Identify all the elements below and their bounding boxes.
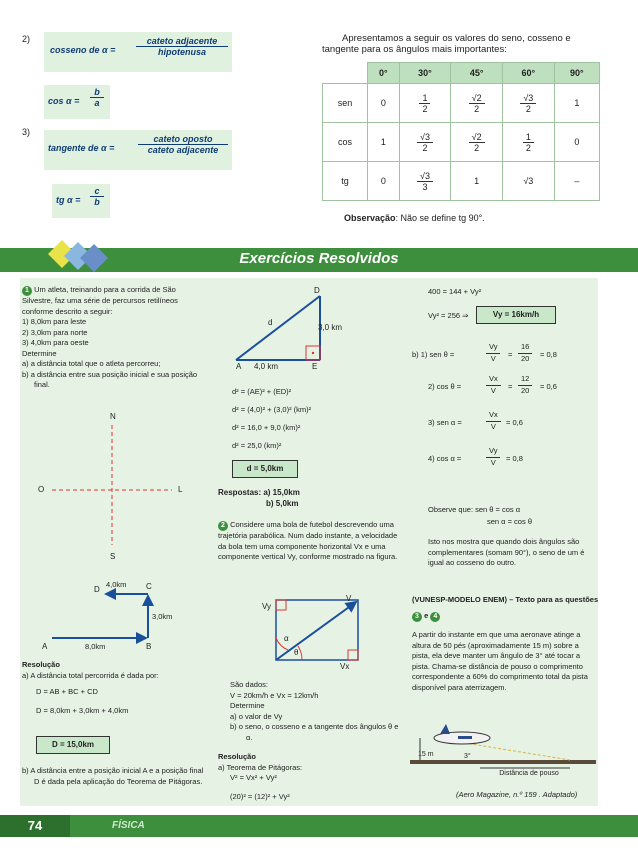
sen-theta-f2-num: 16 — [518, 342, 532, 354]
velocity-diagram — [262, 592, 372, 672]
q1-item: Determine — [22, 348, 57, 358]
sen-45-num: √2 — [469, 93, 485, 104]
tan-lhs: tangente de α = — [48, 143, 115, 153]
label-dc: 4,0km — [106, 580, 127, 589]
cos-theta-f2-den: 20 — [521, 385, 530, 395]
q1-item: 3) 4,0km para oeste — [22, 338, 89, 347]
header-45: 45° — [451, 63, 503, 84]
corner-cell — [323, 63, 368, 84]
sen-theta-f2-den: 20 — [521, 353, 530, 363]
point-e: E — [312, 362, 318, 371]
resolution-1-b: b) A distância entre a posição inicial A e a posição final D é dada pela aplicação do Teorema de Pitágoras. — [22, 766, 204, 786]
cos-0: 1 — [368, 123, 400, 162]
given-values: V = 20km/h e Vx = 12km/h — [230, 690, 319, 700]
and-word: e — [424, 611, 429, 620]
cos-alpha-f1-den: V — [490, 457, 496, 467]
eq-d2-sum: d² = (AE)² + (ED)² — [232, 387, 292, 396]
question-2-number: 2 — [218, 521, 228, 531]
sen-30-den: 2 — [422, 103, 428, 114]
cos2-lhs: cos α = — [48, 96, 80, 106]
answers-b: b) 5,0km — [266, 499, 299, 508]
tan-denominator: cateto adjacente — [147, 145, 219, 155]
cos-theta-label: 2) cos θ = — [428, 382, 462, 391]
resolution-1 — [22, 660, 208, 716]
cos-alpha-label: 4) cos α = — [428, 454, 462, 463]
trig-results — [412, 340, 602, 478]
sen-alpha-f1-den: V — [490, 421, 496, 431]
sen-theta-label: b) 1) sen θ = — [412, 350, 455, 359]
tg-fraction — [90, 186, 104, 207]
eq-vy2: Vy² = 256 ⇒ — [428, 311, 469, 320]
eq-d2-values: d² = (4,0)² + (3,0)² (km)² — [232, 405, 312, 414]
point-a2: A — [236, 362, 242, 371]
vector-vx: Vx — [340, 662, 350, 671]
question-4-badge: 4 — [430, 612, 440, 622]
path-diagram — [22, 580, 212, 660]
tg-30-den: 3 — [422, 181, 428, 192]
sen-45-den: 2 — [474, 103, 480, 114]
cos-30 — [399, 123, 451, 162]
resolution-2 — [218, 752, 404, 802]
label-ae: 4,0 km — [254, 362, 279, 371]
sen-90: 1 — [554, 84, 599, 123]
eq-d2-result: d² = 25,0 (km)² — [232, 441, 282, 450]
cos-60-num: 1 — [523, 132, 534, 143]
sen-theta-f1-den: V — [490, 353, 496, 363]
question-2 — [218, 520, 404, 563]
label-ab: 8,0km — [85, 642, 106, 651]
header-60: 60° — [502, 63, 554, 84]
cos2-numerator: b — [90, 87, 104, 98]
given-title: São dados: — [230, 680, 268, 689]
sen-45 — [451, 84, 503, 123]
result-sen-theta — [412, 340, 602, 370]
compass-l: L — [178, 485, 183, 494]
observe-3: Isto nos mostra que quando dois ângulos são complementares (somam 90°), o seno de um é igual ao cosseno do outro. — [428, 537, 585, 567]
cos-30-num: √3 — [417, 132, 433, 143]
cos-60-den: 2 — [525, 142, 531, 153]
equals-sign: = — [508, 382, 513, 391]
tg-30 — [399, 162, 451, 201]
sen-30 — [399, 84, 451, 123]
header-0: 0° — [368, 63, 400, 84]
cos-alpha-f1-num: Vy — [486, 446, 500, 458]
observation — [344, 213, 485, 223]
cos-row — [323, 123, 600, 162]
answers-a: Respostas: a) 15,0km — [218, 488, 300, 497]
result-cos-theta — [412, 370, 602, 406]
question-3-badge: 3 — [412, 612, 422, 622]
question-1 — [22, 285, 208, 391]
label-de: 3,0 km — [318, 323, 343, 332]
tg-numerator: c — [90, 186, 104, 197]
angle-alpha: α — [284, 634, 289, 643]
eq-400: 400 = 144 + Vy² — [428, 287, 482, 296]
vunesp-header — [412, 592, 602, 624]
vunesp-text: (VUNESP-MODELO ENEM) – Texto para as questões — [412, 595, 599, 604]
tg-short-box — [52, 184, 110, 218]
cos2-fraction — [90, 87, 104, 108]
row-label-cos: cos — [323, 123, 368, 162]
cos-90: 0 — [554, 123, 599, 162]
trig-table — [322, 62, 600, 201]
label-bc: 3,0km — [152, 612, 173, 621]
cos2-denominator: a — [94, 98, 100, 108]
eq-v2: V² = Vx² + Vy² — [230, 773, 277, 782]
sen-theta-f1-num: Vy — [486, 342, 500, 354]
tg-denominator: b — [94, 197, 100, 207]
sen-30-num: 1 — [419, 93, 430, 104]
aircraft-paragraph: A partir do instante em que uma aeronave atinge a altura de 50 pés (aproximadamente 15 m) sobre a pista, ela deve manter um ângulo de 3° até tocar a pista. Chama-se distância de pouso o comprimento correspondente a 60% do comprimento total da pista disponível para aterrizagem. — [412, 630, 588, 692]
section-title: Exercícios Resolvidos — [239, 250, 399, 267]
determine-a: a) o valor de Vy — [230, 711, 283, 721]
question-1-text: Um atleta, treinando para a corrida de São Silvestre, faz uma série de percursos retilíneos conforme descrito a seguir: — [22, 285, 178, 316]
angle-label: 3° — [464, 753, 471, 760]
answer-d: d = 5,0km — [232, 460, 298, 478]
tg-45: 1 — [451, 162, 503, 201]
angle-theta: θ — [294, 648, 299, 657]
compass-rose — [22, 405, 212, 575]
cos-fraction — [136, 36, 228, 57]
row-label-tg: tg — [323, 162, 368, 201]
determine-b: b) o seno, o cosseno e a tangente dos ângulos θ e α. — [230, 722, 399, 742]
observation-label: Observação — [344, 213, 396, 223]
cosine-formula-box — [44, 32, 232, 72]
resolution-1-title: Resolução — [22, 660, 60, 669]
sen-theta-result: = 0,8 — [540, 350, 557, 359]
point-a: A — [42, 642, 48, 651]
cos-60 — [502, 123, 554, 162]
result-sen-alpha — [412, 406, 602, 442]
eq-v2-values: (20)² = (12)² + Vy² — [230, 791, 290, 801]
cos-theta-result: = 0,6 — [540, 382, 557, 391]
height-label: 15 m — [418, 751, 434, 758]
header-90: 90° — [554, 63, 599, 84]
tan-fraction — [138, 134, 228, 155]
q1-item: a) a distância total que o atleta percorreu; — [22, 359, 161, 368]
compass-n: N — [110, 412, 116, 421]
point-d2: D — [314, 286, 320, 295]
triangle-diagram — [222, 284, 412, 374]
cos-theta-f1-den: V — [490, 385, 496, 395]
tg-0: 0 — [368, 162, 400, 201]
resolution-2-a: a) Teorema de Pitágoras: — [218, 762, 303, 772]
point-d: D — [94, 585, 100, 594]
question-1-number: 1 — [22, 286, 32, 296]
sen-alpha-label: 3) sen α = — [428, 418, 462, 427]
answer-vy: Vy = 16km/h — [476, 306, 556, 324]
sen-row — [323, 84, 600, 123]
point-c: C — [146, 582, 152, 591]
eq-d-values: D = 8,0km + 3,0km + 4,0km — [36, 705, 129, 715]
compass-s: S — [110, 552, 116, 561]
cos-short-box — [44, 85, 110, 119]
sen-60-den: 2 — [525, 103, 531, 114]
tangent-formula-box — [44, 130, 232, 170]
cos-lhs: cosseno de α = — [50, 45, 116, 55]
cos-45-den: 2 — [474, 142, 480, 153]
sen-alpha-result: = 0,6 — [506, 418, 523, 427]
sen-60 — [502, 84, 554, 123]
page-number: 74 — [0, 815, 70, 837]
cos-45 — [451, 123, 503, 162]
observe-1: Observe que: sen θ = cos α — [428, 505, 521, 514]
tg-60: √3 — [502, 162, 554, 201]
item-2-number: 2) — [22, 34, 31, 44]
trig-header-row — [323, 63, 600, 84]
eq-d2-sum2: d² = 16,0 + 9,0 (km)² — [232, 423, 301, 432]
sen-0: 0 — [368, 84, 400, 123]
cos-45-num: √2 — [469, 132, 485, 143]
q1-item: 1) 8,0km para leste — [22, 317, 87, 326]
resolution-2-title: Resolução — [218, 752, 256, 761]
tg-30-num: √3 — [417, 171, 433, 182]
header-30: 30° — [399, 63, 451, 84]
resolution-1-a: a) A distância total percorrida é dada por: — [22, 670, 159, 680]
sen-alpha-f1-num: Vx — [486, 410, 501, 422]
sen-60-num: √3 — [520, 93, 536, 104]
footer-bar — [0, 815, 638, 837]
subject-label: FÍSICA — [112, 820, 145, 831]
tg-lhs: tg α = — [56, 195, 81, 205]
vector-v: V — [346, 594, 352, 603]
distance-label: Distância de pouso — [484, 770, 574, 777]
eq-d-sum: D = AB + BC + CD — [36, 687, 98, 696]
tg-90: – — [554, 162, 599, 201]
result-cos-alpha — [412, 442, 602, 478]
cos-30-den: 2 — [422, 142, 428, 153]
answer-d-total: D = 15,0km — [36, 736, 110, 754]
q1-item: 2) 3,0km para norte — [22, 327, 88, 337]
determine-label: Determine — [230, 701, 265, 710]
question-2-data — [230, 680, 406, 743]
cos-numerator: cateto adjacente — [136, 36, 228, 47]
pythagoras-1 — [232, 383, 402, 455]
tan-numerator: cateto oposto — [138, 134, 228, 145]
point-b: B — [146, 642, 152, 651]
cos-theta-f2-num: 12 — [518, 374, 532, 386]
item-3-number: 3) — [22, 127, 31, 137]
table-intro: Apresentamos a seguir os valores do seno, cosseno e tangente para os ângulos mais importantes: — [322, 33, 571, 55]
compass-o: O — [38, 485, 45, 494]
question-2-text: Considere uma bola de futebol descrevendo uma trajetória parabólica. Num dado instante, a velocidade da bola tem uma componente horizontal Vx e uma componente vertical Vy, conforme mostrado na figura. — [218, 520, 398, 561]
vector-vy: Vy — [262, 602, 272, 611]
tg-row — [323, 162, 600, 201]
cos-alpha-result: = 0,8 — [506, 454, 523, 463]
equals-sign: = — [508, 350, 513, 359]
observation-text: : Não se define tg 90°. — [395, 213, 485, 223]
observe-2: sen α = cos θ — [487, 517, 532, 526]
row-label-sen: sen — [323, 84, 368, 123]
label-d: d — [268, 318, 273, 327]
source-citation: (Aero Magazine, n.º 159 . Adaptado) — [456, 790, 578, 799]
q1-item: b) a distância entre sua posição inicial e sua posição final. — [22, 369, 198, 389]
cos-theta-f1-num: Vx — [486, 374, 501, 386]
cos-denominator: hipotenusa — [157, 47, 206, 57]
